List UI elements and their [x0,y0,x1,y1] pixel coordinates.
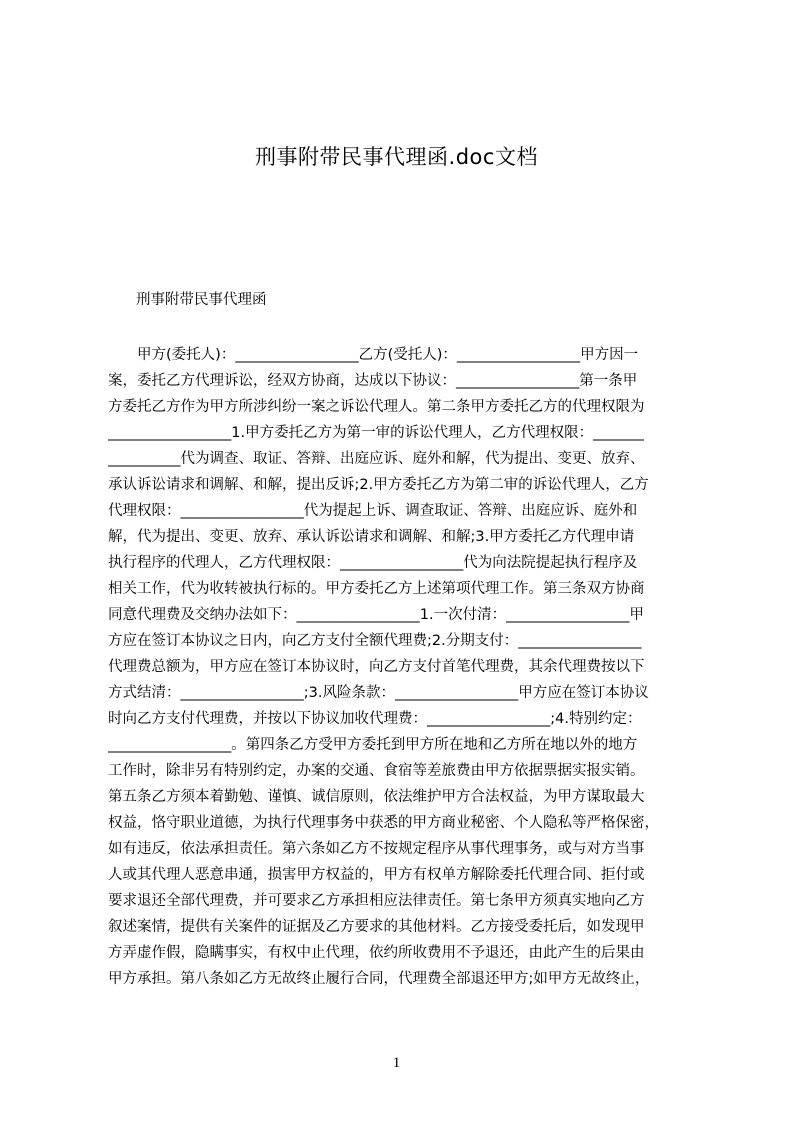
body-line: _________________。第四条乙方受甲方委托到甲方所在地和乙方所在地以外的地方 [108,737,638,753]
body-line: 代理权限：_________________代为提起上诉、调查取证、答辩、出庭应诉、庭外和 [108,503,638,519]
body-line: 方应在签订本协议之日内，向乙方支付全额代理费;2.分期支付：_________________ [108,633,642,649]
document-subtitle: 刑事附带民事代理函 [136,292,267,308]
body-line: __________代为调查、取证、答辩、出庭应诉、庭外和解，代为提出、变更、放弃、 [108,451,645,467]
body-line: 解，代为提出、变更、放弃、承认诉讼请求和调解、和解;3.甲方委托乙方代理申请 [108,529,635,545]
body-line: 方弄虚作假，隐瞒事实，有权中止代理，依约所收费用不予退还，由此产生的后果由 [108,945,645,961]
body-line: 叙述案情，提供有关案件的证据及乙方要求的其他材料。乙方接受委托后，如发现甲 [108,919,645,935]
body-line: 同意代理费及交纳办法如下：_________________1.一次付清：_________________甲 [108,607,644,623]
body-line: 方委托乙方作为甲方所涉纠纷一案之诉讼代理人。第二条甲方委托乙方的代理权限为 [108,399,645,415]
body-line: 方式结清：_________________;3.风险条款：_________________甲方应在签订本协议 [108,685,649,701]
document-title: 刑事附带民事代理函.doc文档 [255,145,538,169]
body-line: 第五条乙方须本着勤勉、谨慎、诚信原则，依法维护甲方合法权益，为甲方谋取最大 [108,789,645,805]
body-line: 执行程序的代理人，乙方代理权限：_________________代为向法院提起执行程序及 [108,555,638,571]
document-body [108,342,697,996]
body-line: _________________1.甲方委托乙方为第一审的诉讼代理人，乙方代理权限：_______ [108,425,644,441]
body-line: 承认诉讼请求和调解、和解，提出反诉;2.甲方委托乙方为第二审的诉讼代理人，乙方 [108,477,649,493]
body-line: 人或其代理人恶意串通，损害甲方权益的，甲方有权单方解除委托代理合同、拒付或 [108,867,645,883]
body-line: 要求退还全部代理费，并可要求乙方承担相应法律责任。第七条甲方须真实地向乙方 [108,893,645,909]
body-line: 案，委托乙方代理诉讼，经双方协商，达成以下协议：_________________第一条甲 [108,373,638,389]
body-line: 代理费总额为，甲方应在签订本协议时，向乙方支付首笔代理费，其余代理费按以下 [108,659,645,675]
body-line: 权益，恪守职业道德，为执行代理事务中获悉的甲方商业秘密、个人隐私等严格保密， [108,815,659,831]
body-line: 工作时，除非另有特别约定，办案的交通、食宿等差旅费由甲方依据票据实报实销。 [108,763,645,779]
page-number: 1 [392,1055,401,1071]
body-line: 如有违反，依法承担责任。第六条如乙方不按规定程序从事代理事务，或与对方当事 [108,841,645,857]
body-line: 甲方承担。第八条如乙方无故终止履行合同，代理费全部退还甲方;如甲方无故终止， [108,971,650,987]
body-line: 时向乙方支付代理费，并按以下协议加收代理费：_________________;4.特别约定： [108,711,642,727]
body-line: 相关工作，代为收转被执行标的。甲方委托乙方上述第项代理工作。第三条双方协商 [108,581,645,597]
body-line: 甲方(委托人)：_________________乙方(受托人)：_________________甲方因一 [108,347,639,363]
